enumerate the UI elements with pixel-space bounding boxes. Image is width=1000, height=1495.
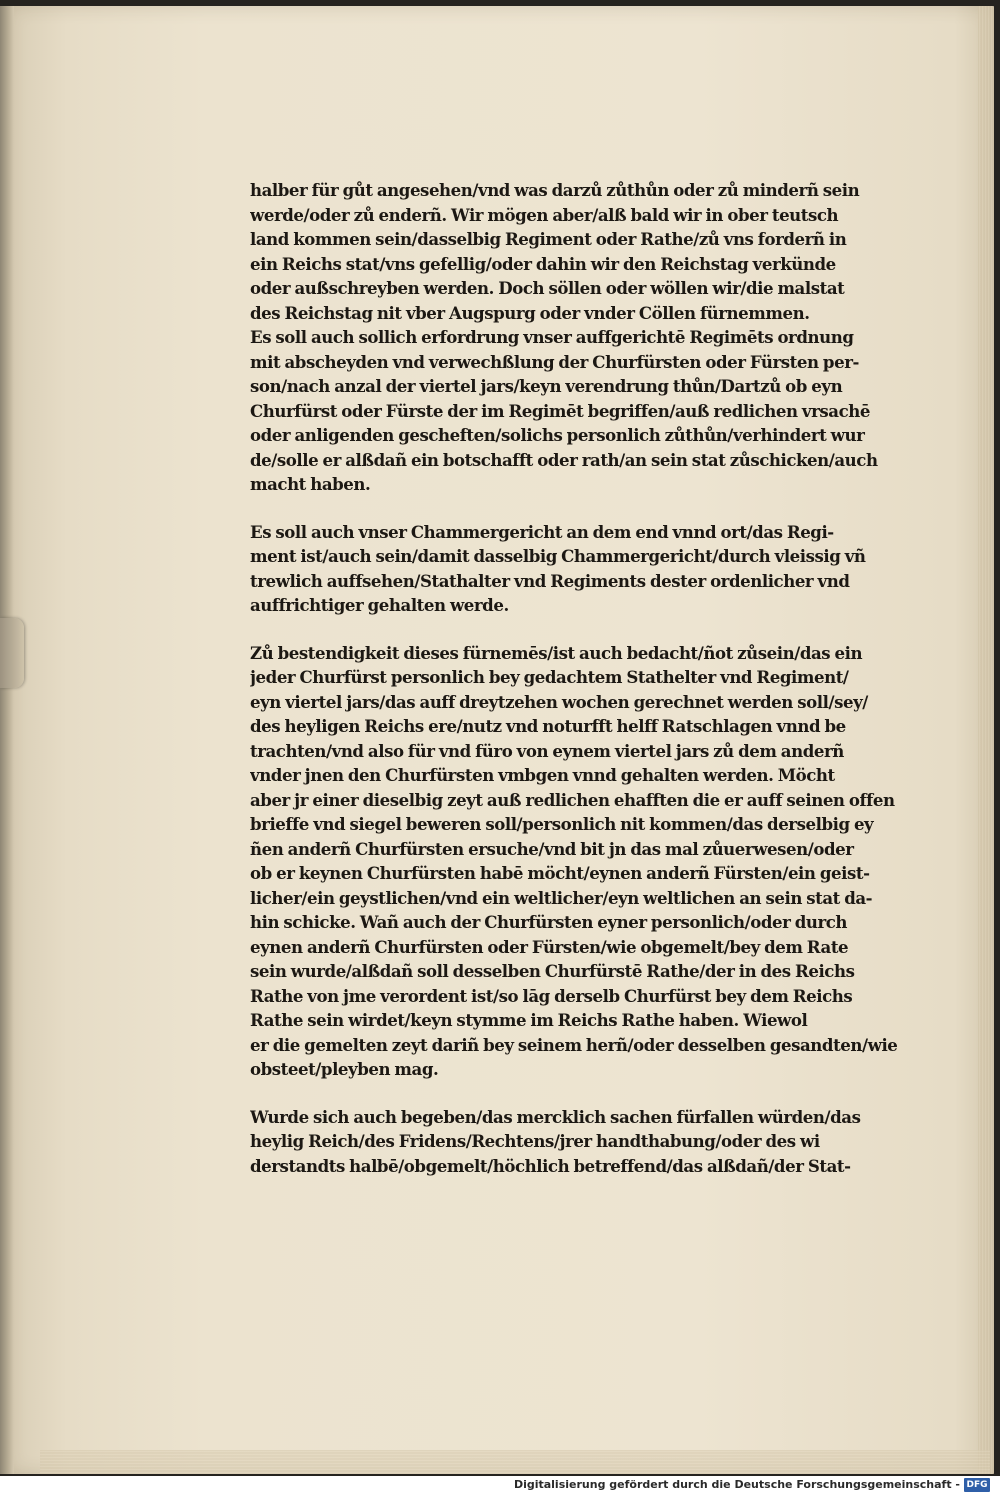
text-line: vnder jnen den Churfürsten vmbgen vnnd gehalten werden. Möcht [250, 765, 835, 785]
text-line: Es soll auch sollich erfordrung vnser auffgerichtē Regimēts ordnung [250, 327, 854, 347]
binding-clip [0, 618, 24, 688]
text-line: mit abscheyden vnd verwechßlung der Churfürsten oder Fürsten per- [250, 351, 859, 372]
text-line: Es soll auch vnser Chammergericht an dem end vnnd ort/das Regi- [250, 521, 834, 542]
text-line: licher/ein geystlichen/vnd ein weltlicher/eyn weltlichen an sein stat da- [250, 887, 873, 908]
text-line: hin schicke. Wañ auch der Churfürsten eyner personlich/oder durch [250, 912, 848, 932]
text-line: eyn viertel jars/das auff dreytzehen wochen gerechnet werden soll/sey/ [250, 691, 868, 712]
text-line: jeder Churfürst personlich bey gedachtem Stathelter vnd Regiment/ [250, 667, 849, 687]
text-line: aber jr einer dieselbig zeyt auß redlichen ehafften die er auff seinen offen [250, 789, 895, 810]
text-line: de/solle er alßdañ ein botschafft oder rath/an sein stat zůschicken/auch [250, 449, 878, 470]
text-line: des heyligen Reichs ere/nutz vnd noturfft helff Ratschlagen vnnd be [250, 716, 846, 736]
text-line: heylig Reich/des Fridens/Rechtens/jrer handthabung/oder des wi [250, 1131, 820, 1151]
text-line: brieffe vnd siegel beweren soll/personlich nit kommen/das derselbig ey [250, 814, 874, 834]
funding-credit: Digitalisierung gefördert durch die Deutsche Forschungsgemeinschaft - [513, 1478, 960, 1491]
text-line: Wurde sich auch begeben/das mercklich sachen fürfallen würden/das [250, 1106, 861, 1127]
text-line: derstandts halbē/obgemelt/höchlich betreffend/das alßdañ/der Stat- [250, 1155, 851, 1176]
paragraph [250, 1105, 905, 1179]
text-line: trewlich auffsehen/Stathalter vnd Regiments dester ordenlicher vnd [250, 570, 850, 591]
page-edges-bottom [40, 1450, 990, 1474]
text-line: auffrichtiger gehalten werde. [250, 595, 509, 615]
page-gutter [0, 6, 14, 1474]
dfg-logo: DFG [964, 1478, 990, 1492]
text-line: Zů bestendigkeit dieses fürnemēs/ist auch bedacht/ñot zůsein/das ein [250, 642, 863, 663]
text-line: obsteet/pleyben mag. [250, 1059, 439, 1079]
text-line: ob er keynen Churfürsten habē möcht/eynen anderñ Fürsten/ein geist- [250, 863, 870, 883]
text-line: son/nach anzal der viertel jars/keyn verendrung thůn/Dartzů ob eyn [250, 376, 843, 396]
text-line: ein Reichs stat/vns gefellig/oder dahin wir den Reichstag verkünde [250, 253, 836, 274]
paragraph [250, 641, 905, 1082]
text-line: er die gemelten zeyt dariñ bey seinem herñ/oder desselben gesandten/wie [250, 1034, 898, 1055]
text-line: sein wurde/alßdañ soll desselben Churfürstē Rathe/der in des Reichs [250, 961, 855, 981]
text-line: halber für gůt angesehen/vnd was darzů zůthůn oder zů minderñ sein [250, 180, 860, 200]
text-line: oder anligenden gescheften/solichs personlich zůthůn/verhindert wur [250, 425, 865, 445]
printed-text-block [250, 178, 905, 1201]
text-line: macht haben. [250, 474, 371, 494]
text-line: trachten/vnd also für vnd füro von eynem viertel jars zů dem anderñ [250, 740, 844, 761]
footer-bar [0, 1476, 1000, 1495]
text-line: oder außschreyben werden. Doch söllen oder wöllen wir/die malstat [250, 278, 845, 298]
paragraph [250, 520, 905, 618]
text-line: eynen anderñ Churfürsten oder Fürsten/wie obgemelt/bey dem Rate [250, 936, 849, 957]
text-line: Rathe sein wirdet/keyn stymme im Reichs Rathe haben. Wiewol [250, 1010, 808, 1030]
text-line: ñen anderñ Churfürsten ersuche/vnd bit jn das mal zůuerwesen/oder [250, 838, 854, 859]
paragraph [250, 178, 905, 497]
text-line: Rathe von jme verordent ist/so lāg derselb Churfürst bey dem Reichs [250, 985, 853, 1006]
text-line: land kommen sein/dasselbig Regiment oder Rathe/zů vns forderñ in [250, 229, 847, 249]
text-line: werde/oder zů enderñ. Wir mögen aber/alß bald wir in ober teutsch [250, 204, 839, 225]
text-line: des Reichstag nit vber Augspurg oder vnder Cöllen fürnemmen. [250, 302, 810, 323]
text-line: ment ist/auch sein/damit dasselbig Chammergericht/durch vleissig vñ [250, 546, 866, 566]
text-line: Churfürst oder Fürste der im Regimēt begriffen/auß redlichen vrsachē [250, 400, 870, 421]
page-edges-right [978, 6, 994, 1474]
